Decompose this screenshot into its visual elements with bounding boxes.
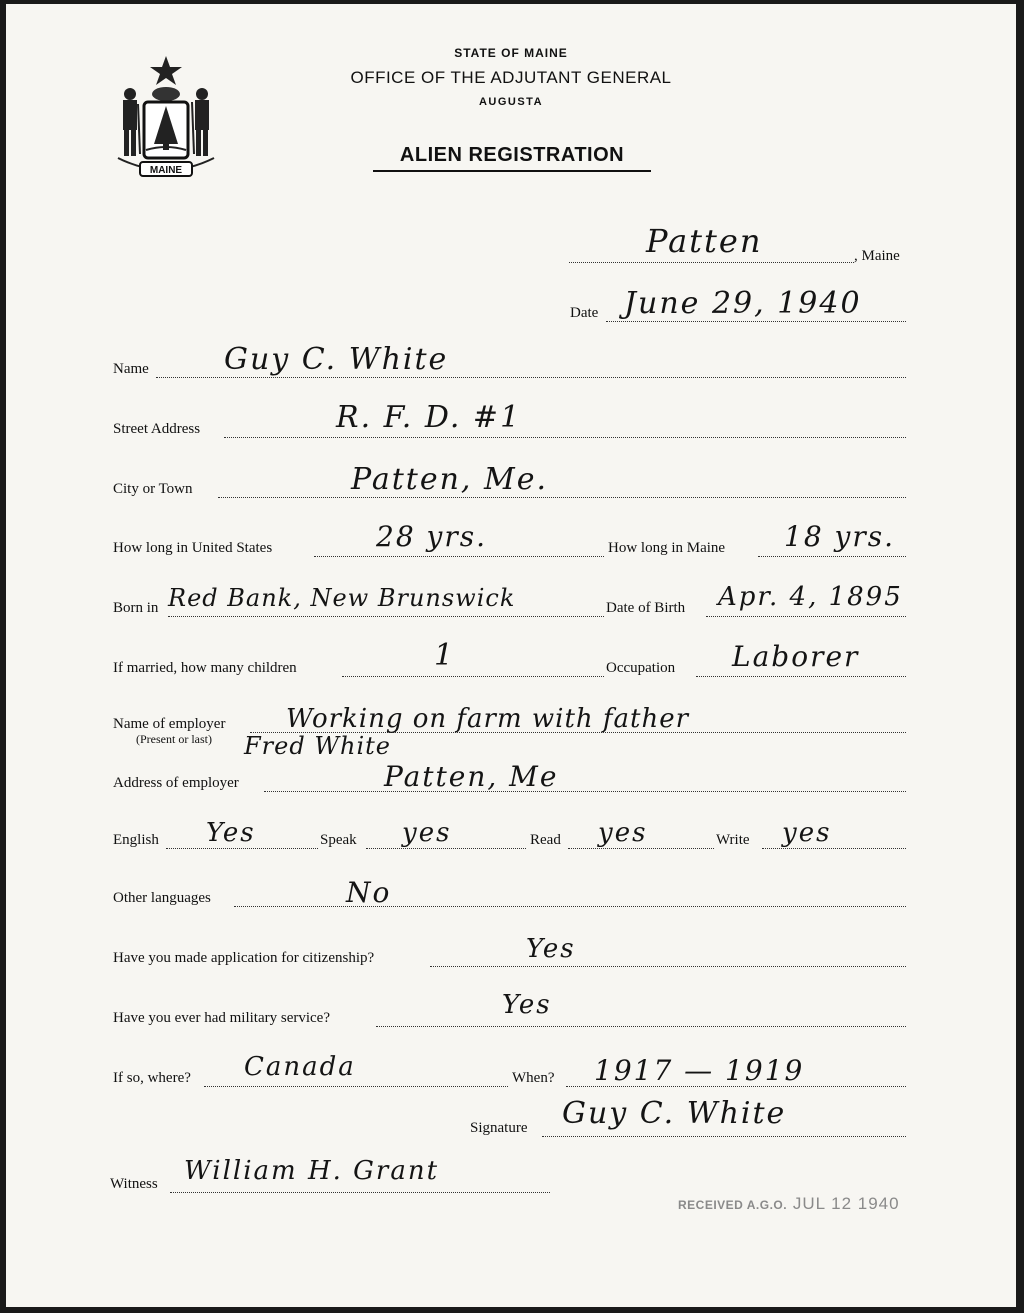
witness-value: William H. Grant — [184, 1156, 440, 1186]
military-value: Yes — [502, 990, 552, 1020]
birth-date-line — [706, 616, 906, 617]
where-label: If so, where? — [113, 1070, 191, 1086]
other-languages-value: No — [346, 876, 392, 909]
when-label: When? — [512, 1070, 555, 1086]
read-label: Read — [530, 832, 561, 848]
english-line — [166, 848, 318, 849]
us-years-label: How long in United States — [113, 540, 273, 556]
us-years-value: 28 yrs. — [376, 520, 488, 553]
employer-address-label: Address of employer — [113, 775, 239, 791]
write-value: yes — [782, 818, 832, 848]
occupation-line — [696, 676, 906, 677]
birth-date-label: Date of Birth — [606, 600, 686, 616]
witness-line — [170, 1192, 550, 1193]
military-label: Have you ever had military service? — [113, 1010, 330, 1026]
maine-years-label: How long in Maine — [608, 540, 726, 556]
employer-label: Name of employer — [113, 716, 226, 732]
header-city: AUGUSTA — [478, 96, 544, 108]
received-stamp-date: JUL 12 1940 — [792, 1194, 900, 1213]
where-value: Canada — [244, 1052, 356, 1082]
city-value: Patten, Me. — [351, 462, 548, 497]
children-value: 1 — [434, 638, 456, 673]
when-value: 1917 — 1919 — [594, 1054, 805, 1087]
date-label: Date — [570, 305, 599, 321]
town-line — [569, 262, 854, 263]
born-value: Red Bank, New Brunswick — [168, 584, 516, 612]
write-line — [762, 848, 906, 849]
signature-line — [542, 1136, 906, 1137]
military-line — [376, 1026, 906, 1027]
occupation-value: Laborer — [732, 640, 860, 673]
date-line — [606, 321, 906, 322]
other-languages-line — [234, 906, 906, 907]
us-years-line — [314, 556, 604, 557]
children-line — [342, 676, 604, 677]
write-label: Write — [716, 832, 750, 848]
birth-date-value: Apr. 4, 1895 — [718, 582, 903, 612]
registration-form — [6, 4, 1016, 1307]
english-label: English — [113, 832, 159, 848]
date-value: June 29, 1940 — [624, 286, 862, 321]
maine-years-value: 18 yrs. — [784, 520, 896, 553]
employer-value-line2: Fred White — [244, 732, 391, 760]
read-value: yes — [598, 818, 648, 848]
received-stamp — [678, 1194, 900, 1214]
speak-label: Speak — [320, 832, 357, 848]
employer-value: Working on farm with father — [286, 704, 690, 734]
where-line — [204, 1086, 508, 1087]
street-line — [224, 437, 906, 438]
received-stamp-prefix: RECEIVED A.G.O. — [678, 1198, 788, 1212]
form-title: ALIEN REGISTRATION — [373, 144, 651, 172]
signature-value: Guy C. White — [562, 1096, 787, 1131]
citizenship-line — [430, 966, 906, 967]
header-office: OFFICE OF THE ADJUTANT GENERAL — [350, 68, 672, 87]
maine-years-line — [758, 556, 906, 557]
born-label: Born in — [113, 600, 159, 616]
occupation-label: Occupation — [606, 660, 676, 676]
town-value: Patten — [646, 222, 763, 260]
employer-address-line — [264, 791, 906, 792]
employer-address-value: Patten, Me — [384, 760, 559, 793]
other-languages-label: Other languages — [113, 890, 211, 906]
name-label: Name — [113, 361, 149, 377]
citizenship-label: Have you made application for citizenship? — [113, 950, 375, 966]
city-label: City or Town — [113, 481, 193, 497]
witness-label: Witness — [110, 1176, 158, 1192]
born-line — [168, 616, 604, 617]
header-state: STATE OF MAINE — [454, 46, 568, 60]
english-value: Yes — [206, 818, 256, 848]
street-label: Street Address — [113, 421, 201, 437]
speak-value: yes — [402, 818, 452, 848]
children-label: If married, how many children — [113, 660, 297, 676]
street-value: R. F. D. #1 — [336, 400, 522, 435]
signature-label: Signature — [470, 1120, 528, 1136]
speak-line — [366, 848, 526, 849]
citizenship-value: Yes — [526, 934, 576, 964]
town-label: , Maine — [854, 248, 900, 264]
read-line — [568, 848, 714, 849]
city-line — [218, 497, 906, 498]
seal-text: MAINE — [149, 165, 183, 176]
name-line — [156, 377, 906, 378]
name-value: Guy C. White — [224, 342, 449, 377]
employer-sublabel: (Present or last) — [136, 732, 212, 746]
